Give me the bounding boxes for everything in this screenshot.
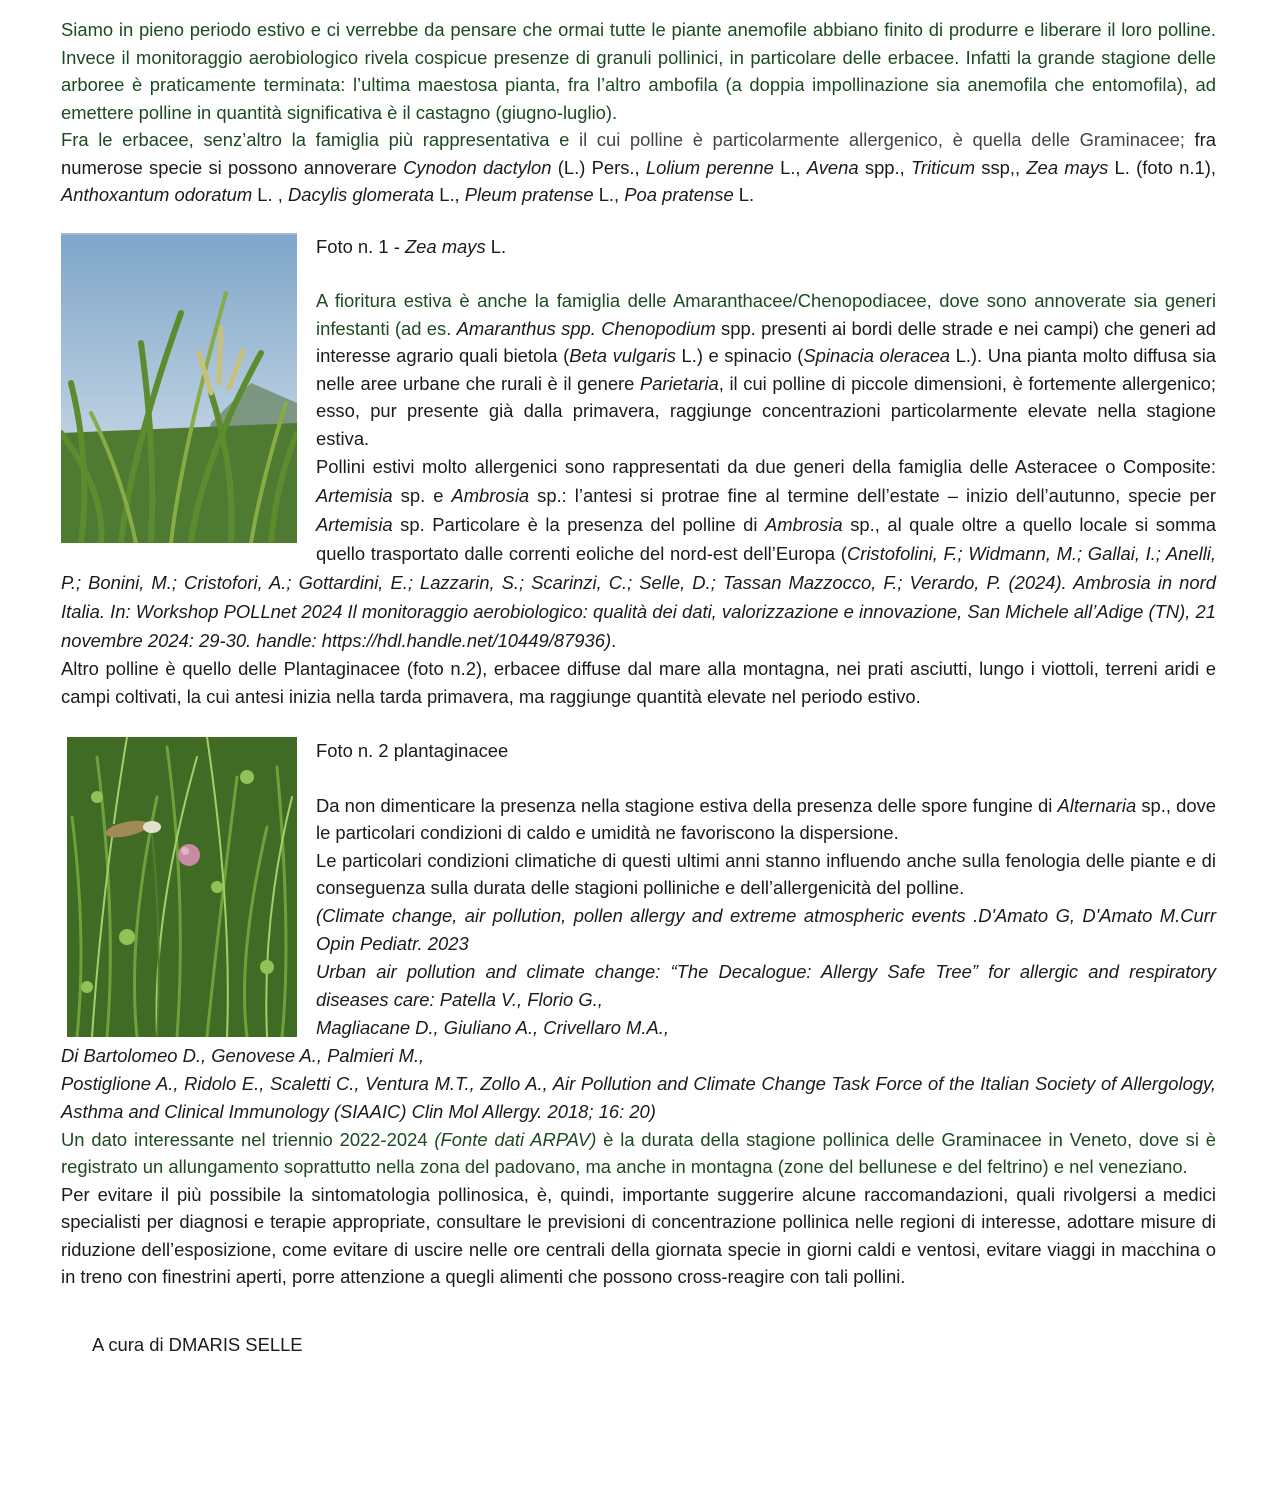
paragraph-climate: Le particolari condizioni climatiche di questi ultimi anni stanno influendo anche sulla fenologia delle piante e di conseguenza sulla durata delle stagioni polliniche e dell’allergenicità del polline. <box>316 849 1216 898</box>
paragraph-arpav: Un dato interessante nel triennio 2022-2024 (Fonte dati ARPAV) è la durata della stagione pollinica delle Graminacee in Veneto, dove si è registrato un allungamento soprattutto nella zona del padovano, ma anche in montagna (zone del bellunese e del feltrino) e nel veneziano. <box>61 1128 1217 1177</box>
paragraph-asteracee: Pollini estivi molto allergenici sono rappresentati da due generi della famiglia delle Asteracee o Composite: Artemisia sp. e Ambrosia sp.: l’antesi si protrae fine al termine dell’estate – inizio dell’autunno, specie per Artemisia sp. Particolare è la presenza del polline di Ambrosia sp., al quale oltre a quello locale si somma quello trasportato dalle correnti eoliche del nord-est dell’Europa (Cristofolini, F.; Widmann, M.; Gallai, I.; Anelli, P.; Bonini, M.; Cristofori, A.; Gottardini, E.; Lazzarin, S.; Scarinzi, C.; Selle, D.; Tassan Mazzocco, F.; Verardo, P. (2024). Ambrosia in nord Italia. In: Workshop POLLnet 2024 Il monitoraggio aerobiologico: qualità dei dati, valorizzazione e innovazione, San Michele all’Adige (TN), 21 novembre 2024: 29-30. handle: https://hdl.handle.net/10449/87936). <box>61 456 1216 651</box>
photo2-caption: Foto n. 2 plantaginacee <box>316 740 509 761</box>
signature: A cura di DMARIS SELLE <box>92 1333 303 1355</box>
paragraph-alternaria: Da non dimenticare la presenza nella stagione estiva della presenza delle spore fungine di Alternaria sp., dove le particolari condizioni di caldo e umidità ne favoriscono la dispersione. <box>316 794 1217 843</box>
plantain-meadow-photo <box>67 737 297 1037</box>
reference-2-line-3: Di Bartolomeo D., Genovese A., Palmieri M., <box>61 1044 425 1066</box>
paragraph-graminacee: Fra le erbacee, senz’altro la famiglia più rappresentativa e il cui polline è particolarmente allergenico, è quella delle Graminacee; fra numerose specie si possono annoverare Cynodon dactylon (L.) Pers., Lolium perenne L., Avena spp., Triticum ssp,, Zea mays L. (foto n.1), Anthoxantum odoratum L. , Dacylis glomerata L., Pleum pratense L., Poa pratense L. <box>61 129 1216 205</box>
paragraph-plantaginacee: Altro polline è quello delle Plantaginacee (foto n.2), erbacee diffuse dal mare alla montagna, nei prati asciutti, lungo i viottoli, terreni aridi e campi coltivati, la cui antesi inizia nella tarda primavera, ma raggiunge quantità elevate nel periodo estivo. <box>61 658 1216 707</box>
reference-2-line-4: Postiglione A., Ridolo E., Scaletti C., Ventura M.T., Zollo A., Air Pollution and Climate Change Task Force of the Italian Society of Allergology, Asthma and Clinical Immunology (SIAAIC) Clin Mol Allergy. 2018; 16: 20) <box>61 1072 1216 1122</box>
paragraph-intro: Siamo in pieno periodo estivo e ci verrebbe da pensare che ormai tutte le piante anemofile abbiano finito di produrre e liberare il loro polline. Invece il monitoraggio aerobiologico rivela cospicue presenze di granuli pollinici, in particolare delle erbacee. Infatti la grande stagione delle arboree è praticamente terminata: l’ultima maestosa pianta, fra l’altro ambofila (a doppia impollinazione sia anemofila che entomofila), ad emettere polline in quantità significativa è il castagno (giugno-luglio). <box>61 19 1216 123</box>
reference-2-line-2: Magliacane D., Giuliano A., Crivellaro M.A., <box>316 1016 669 1038</box>
photo1-caption: Foto n. 1 - Zea mays L. <box>316 235 507 257</box>
corn-plant-photo <box>61 233 297 543</box>
article <box>61 16 1216 1358</box>
reference-2-line-1: Urban air pollution and climate change: “The Decalogue: Allergy Safe Tree” for allergic and respiratory diseases care: Patella V., Florio G., <box>316 960 1216 1010</box>
paragraph-amaranthacee: A fioritura estiva è anche la famiglia delle Amaranthacee/Chenopodiacee, dove sono annoverate sia generi infestanti (ad es. Amaranthus spp. Chenopodium spp. presenti ai bordi delle strade e nei campi) che generi ad interesse agrario quali bietola (Beta vulgaris L.) e spinacio (Spinacia oleracea L.). Una pianta molto diffusa sia nelle aree urbane che rurali è il genere Parietaria, il cui polline di piccole dimensioni, è fortemente allergenico; esso, pur presente già dalla primavera, raggiunge concentrazioni particolarmente elevate nella stagione estiva. <box>316 290 1217 449</box>
paragraph-recommendations: Per evitare il più possibile la sintomatologia pollinosica, è, quindi, importante suggerire alcune raccomandazioni, quali rivolgersi a medici specialisti per diagnosi e terapie appropriate, consultare le previsioni di concentrazione pollinica nelle regioni di interesse, adottare misure di riduzione dell’esposizione, come evitare di uscire nelle ore centrali della giornata specie in giorni caldi e ventosi, evitare viaggi in macchina o in treno con finestrini aperti, porre attenzione a quegli alimenti che possono cross-reagire con tali pollini. <box>61 1183 1216 1287</box>
reference-1: (Climate change, air pollution, pollen allergy and extreme atmospheric events .D'Amato G, D'Amato M.Curr Opin Pediatr. 2023 <box>316 904 1216 954</box>
